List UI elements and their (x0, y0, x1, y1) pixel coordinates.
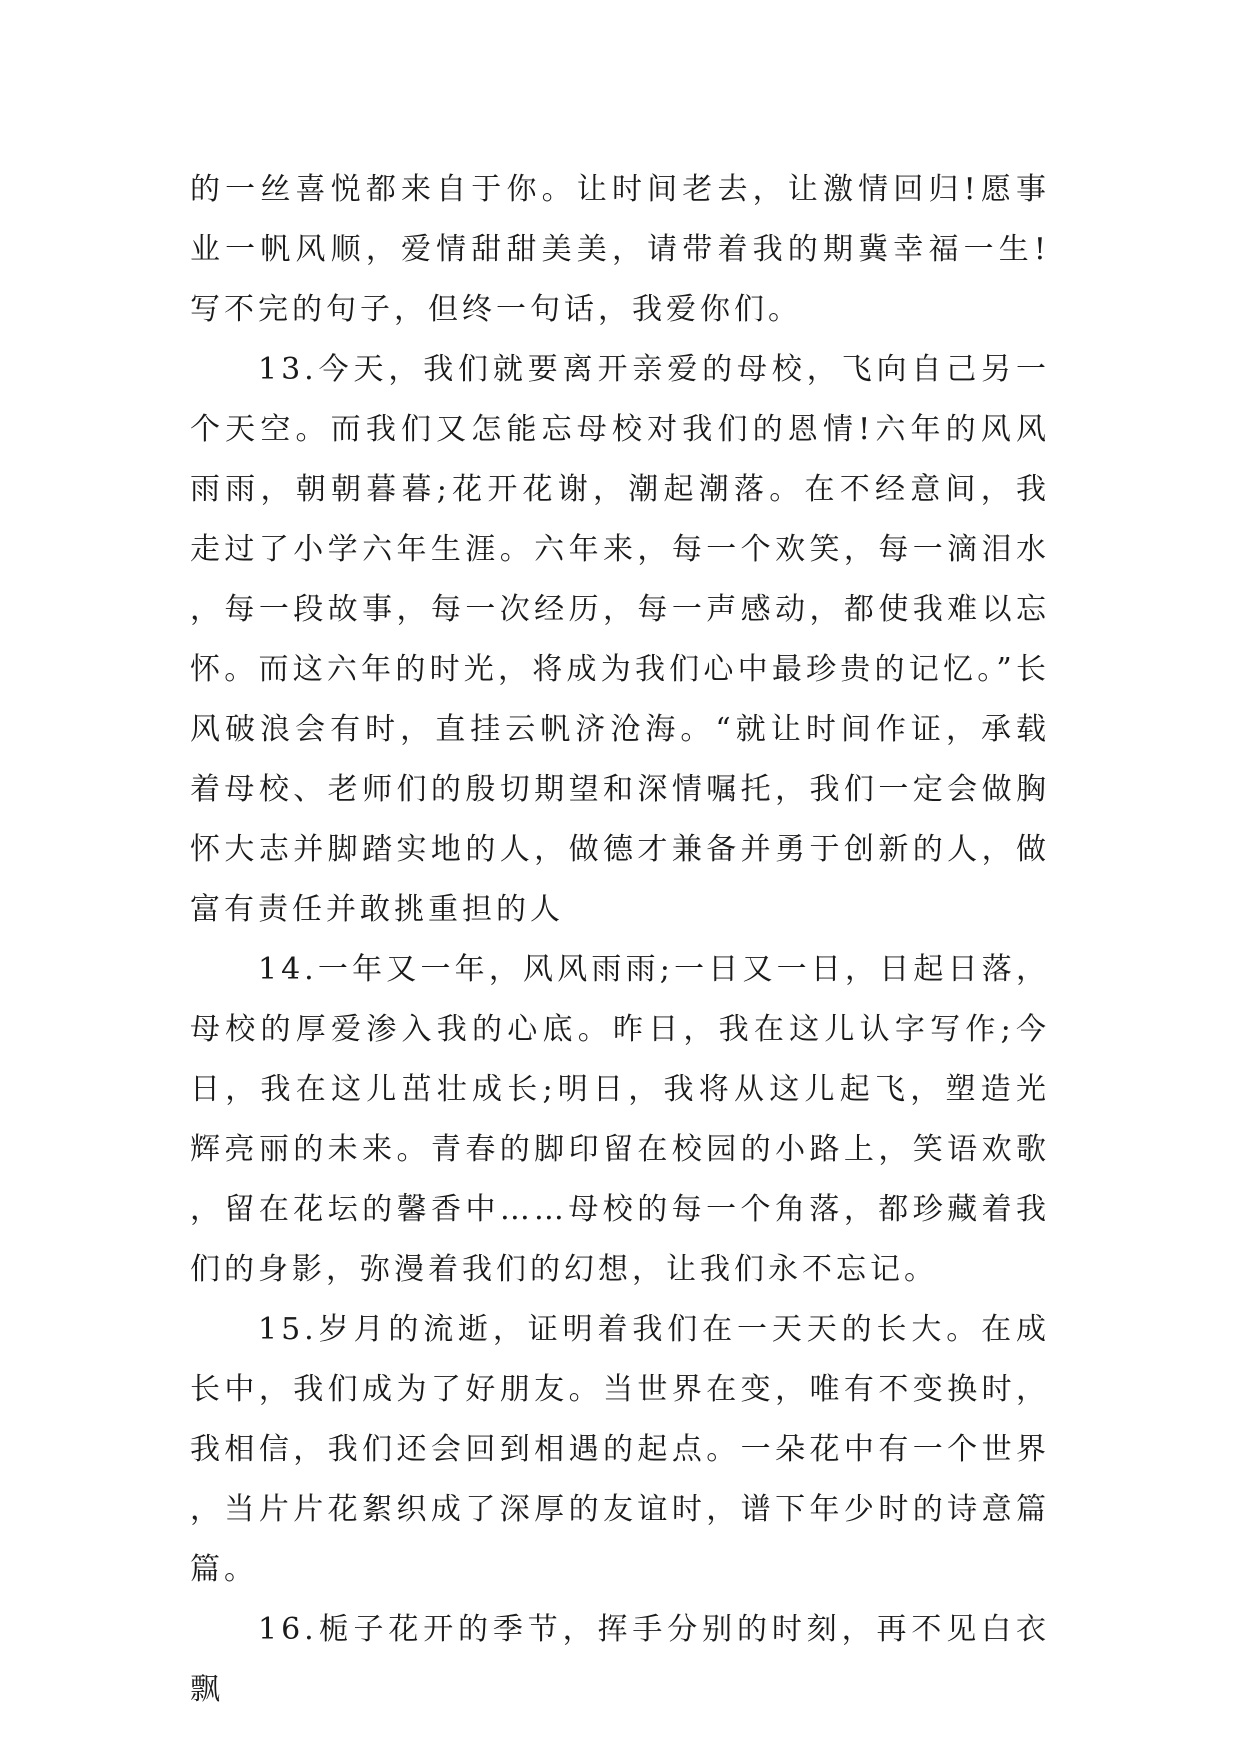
paragraph-16: 16.栀子花开的季节，挥手分别的时刻，再不见白衣飘 (190, 1612, 1050, 1707)
paragraph-15: 15.岁月的流逝，证明着我们在一天天的长大。在成长中，我们成为了好朋友。当世界在变，唯有不变换时，我相信，我们还会回到相遇的起点。一朵花中有一个世界，当片片花絮织成了深厚的友谊时，谱下年少时的诗意篇篇。 (190, 1312, 1050, 1587)
paragraph-13: 13.今天，我们就要离开亲爱的母校，飞向自己另一个天空。而我们又怎能忘母校对我们的恩情!六年的风风雨雨，朝朝暮暮;花开花谢，潮起潮落。在不经意间，我走过了小学六年生涯。六年来，每一个欢笑，每一滴泪水，每一段故事，每一次经历，每一声感动，都使我难以忘怀。而这六年的时光，将成为我们心中最珍贵的记忆。”长风破浪会有时，直挂云帆济沧海。“就让时间作证，承载着母校、老师们的殷切期望和深情嘱托，我们一定会做胸怀大志并脚踏实地的人，做德才兼备并勇于创新的人，做富有责任并敢挑重担的人 (190, 352, 1050, 927)
paragraph-continued: 的一丝喜悦都来自于你。让时间老去，让激情回归!愿事业一帆风顺，爱情甜甜美美，请带着我的期冀幸福一生!写不完的句子，但终一句话，我爱你们。 (190, 172, 1050, 327)
paragraph-14: 14.一年又一年，风风雨雨;一日又一日，日起日落，母校的厚爱渗入我的心底。昨日，我在这儿认字写作;今日，我在这儿茁壮成长;明日，我将从这儿起飞，塑造光辉亮丽的未来。青春的脚印留在校园的小路上，笑语欢歌，留在花坛的馨香中……母校的每一个角落，都珍藏着我们的身影，弥漫着我们的幻想，让我们永不忘记。 (190, 952, 1050, 1287)
document-body (190, 160, 1050, 1720)
